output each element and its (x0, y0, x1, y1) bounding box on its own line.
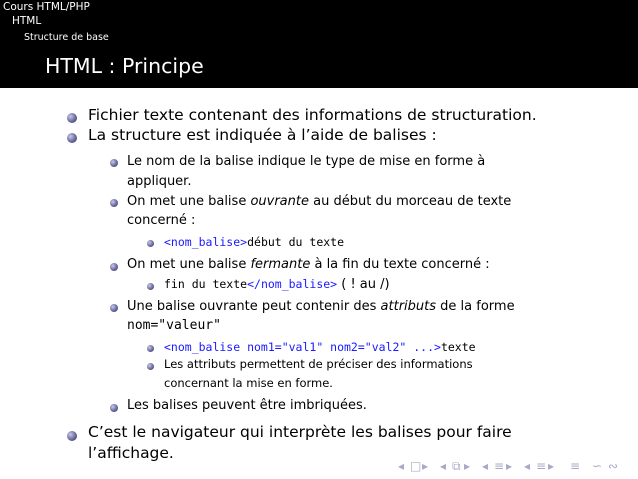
item-2d-example (164, 340, 476, 354)
nav-subsection-prev[interactable]: ◂ (482, 459, 489, 473)
nav-section-icon[interactable]: ≡ (494, 459, 505, 473)
code-text: texte (440, 340, 476, 354)
item-2d-pre: Une balise ouvrante peut contenir des (127, 299, 381, 314)
nav-doc-prev[interactable]: ◂ (524, 459, 531, 473)
bullet-icon (67, 133, 77, 143)
item-2a-line2: appliquer. (127, 174, 192, 189)
nav-search-icon[interactable]: ∽ (592, 459, 603, 473)
item-2b-emphasis: ouvrante (250, 194, 309, 209)
nav-subsection-next[interactable]: ▸ (506, 459, 513, 473)
bullet-icon (147, 345, 154, 352)
nav-slide-icon[interactable]: □ (410, 459, 422, 473)
bullet-icon (110, 159, 118, 167)
bullet-icon (67, 113, 77, 123)
item-2d-note-line2: concernant la mise en forme. (164, 376, 333, 390)
item-2c-note: ( ! au /) (337, 277, 390, 292)
item-2a-line1: Le nom de la balise indique le type de mise en forme à (127, 154, 486, 169)
bullet-icon (110, 199, 118, 207)
code-open-tag-attrs: <nom_balise nom1="val1" nom2="val2" ...> (164, 340, 441, 354)
breadcrumb-subsection[interactable]: HTML (12, 15, 42, 27)
item-2b-post: au début du morceau de texte (309, 194, 512, 209)
item-2d-code: nom="valeur" (127, 318, 221, 333)
frame-title: HTML : Principe (45, 54, 204, 78)
item-3-line2: l’affichage. (88, 444, 174, 462)
nav-section-next[interactable]: ▸ (464, 459, 471, 473)
code-text: début du texte (247, 235, 345, 249)
code-open-tag: <nom_balise> (164, 235, 248, 249)
breadcrumb-section[interactable]: Cours HTML/PHP (3, 1, 90, 13)
bullet-icon (110, 263, 118, 271)
breadcrumb-subsubsection[interactable]: Structure de base (24, 32, 109, 43)
item-2: La structure est indiquée à l’aide de balises : (88, 126, 437, 144)
bullet-icon (147, 363, 154, 370)
item-2c-pre: On met une balise (127, 257, 251, 272)
code-text: fin du texte (164, 277, 248, 291)
item-2b-pre: On met une balise (127, 194, 251, 209)
nav-frame-icon[interactable]: ⧉ (452, 459, 461, 473)
nav-zoom-icon[interactable]: ∾ (608, 459, 619, 473)
bullet-icon (110, 304, 118, 312)
item-2c-post: à la fin du texte concerné : (310, 257, 490, 272)
item-2c-emphasis: fermante (250, 257, 311, 272)
nav-frame-next[interactable]: ▸ (422, 459, 429, 473)
nav-doc-next[interactable]: ▸ (548, 459, 555, 473)
nav-frame-prev[interactable]: ◂ (398, 459, 405, 473)
bullet-icon (110, 404, 118, 412)
bullet-icon (147, 240, 154, 247)
item-2b-line2: concerné : (127, 213, 196, 228)
item-2d-line1 (127, 299, 515, 314)
item-2b-line1 (127, 194, 511, 209)
bullet-icon (67, 431, 77, 441)
item-2c-line1 (127, 257, 490, 272)
nav-section-prev[interactable]: ◂ (440, 459, 447, 473)
item-2e: Les balises peuvent être imbriquées. (127, 398, 367, 413)
item-2b-code (164, 235, 344, 249)
item-2d-note-line1: Les attributs permettent de préciser des informations (164, 357, 473, 371)
item-3-line1: C’est le navigateur qui interprète les balises pour faire (88, 423, 512, 441)
item-2d-post: de la forme (436, 299, 515, 314)
item-2c-code (164, 277, 390, 292)
nav-doc-icon[interactable]: ≡ (570, 459, 581, 473)
bullet-icon (147, 283, 154, 290)
item-2d-emphasis: attributs (380, 299, 437, 314)
item-1: Fichier texte contenant des informations de structuration. (88, 106, 537, 124)
nav-subsection-icon[interactable]: ≡ (536, 459, 547, 473)
code-close-tag: </nom_balise> (247, 277, 338, 291)
